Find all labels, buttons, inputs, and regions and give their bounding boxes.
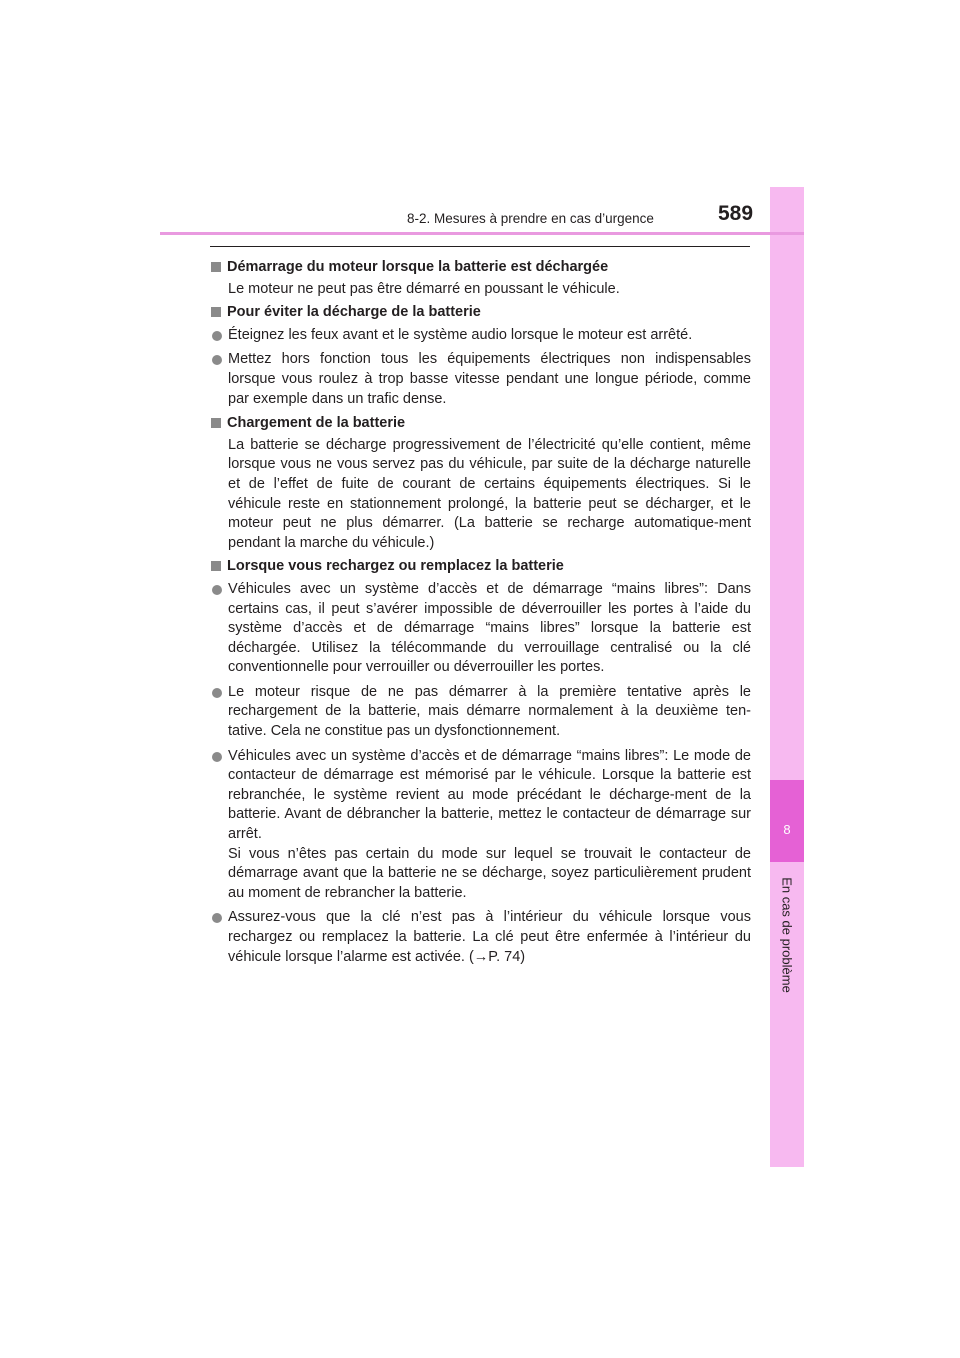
bullet-text (228, 908, 751, 967)
section-heading (211, 557, 751, 577)
bullet-item (211, 326, 751, 346)
bullet-text (228, 326, 751, 346)
round-bullet-icon (212, 585, 222, 595)
round-bullet-icon (212, 752, 222, 762)
bullet-paragraph: Mettez hors fonction tous les équipements électriques non indispensables lorsque vous roulez à trop basse vitesse pendant une longue période, comme par exemple dans un trafic dense. (228, 351, 751, 407)
bullet-item (211, 580, 751, 678)
round-bullet-icon (212, 331, 222, 341)
page-number: 589 (718, 202, 754, 225)
bullet-paragraph: Le moteur risque de ne pas démarrer à la première tentative après le rechargement de la batterie, mais démarre normalement à la deuxième ten-tative. Cela ne constitue pas un dysfonctionnement. (228, 683, 751, 740)
header-divider (160, 232, 804, 235)
section-divider (210, 246, 750, 247)
square-bullet-icon (211, 418, 221, 428)
section (211, 303, 751, 409)
chapter-title: 8-2. Mesures à prendre en cas d’urgence (407, 211, 654, 226)
square-bullet-icon (211, 262, 221, 272)
bullet-text (228, 683, 751, 742)
round-bullet-icon (212, 688, 222, 698)
square-bullet-icon (211, 307, 221, 317)
section (211, 557, 751, 967)
bullet-text (228, 747, 751, 904)
chapter-label: En cas de problème (779, 877, 795, 993)
bullet-text (228, 580, 751, 678)
bullet-paragraph: Éteignez les feux avant et le système audio lorsque le moteur est arrêté. (228, 326, 693, 343)
section-heading-text: Pour éviter la décharge de la batterie (227, 304, 481, 321)
bullet-paragraph: Si vous n’êtes pas certain du mode sur lequel se trouvait le contacteur de démarrage avant que la batterie ne se décharge, soyez particulièrement prudent au moment de rebrancher la batterie. (228, 845, 751, 901)
bullet-item (211, 908, 751, 967)
page-content (211, 258, 751, 972)
paragraph: La batterie se décharge progressivement de l’électricité qu’elle contient, même lorsque vous ne vous servez pas du véhicule, par suite de la décharge naturelle et de l’effet de fuite de courant de certains équipements électriques. Si le véhicule reste en stationnement prolongé, la batterie peut se décharger, et le moteur peut ne plus démarrer. (La batterie se recharge automatique-ment pendant la marche du véhicule.) (228, 436, 751, 551)
section (211, 414, 751, 553)
chapter-side-tab (770, 187, 804, 1167)
chapter-number-tab (770, 780, 804, 862)
section-heading (211, 414, 751, 434)
bullet-paragraph: Assurez-vous que la clé n’est pas à l’intérieur du véhicule lorsque vous rechargez ou remplacez la batterie. La clé peut être enfermée à l’intérieur du véhicule lorsque l’alarme est activée. (→P. 74) (228, 909, 751, 965)
section (211, 258, 751, 299)
round-bullet-icon (212, 355, 222, 365)
bullet-paragraph: Véhicules avec un système d’accès et de démarrage “mains libres”: Le mode de contacteur de démarrage est mémorisé par le véhicule. Lorsque la batterie est rebranchée, le système revient au mode précédant le décharge-ment de la batterie. Avant de débrancher la batterie, mettez le contacteur de démarrage sur arrêt. (228, 747, 751, 843)
section-heading-text: Chargement de la batterie (227, 415, 406, 432)
section-heading (211, 303, 751, 323)
paragraph: Le moteur ne peut pas être démarré en poussant le véhicule. (228, 280, 620, 297)
bullet-item (211, 683, 751, 742)
chapter-number: 8 (783, 822, 791, 837)
bullet-text (228, 350, 751, 409)
bullet-item (211, 747, 751, 904)
round-bullet-icon (212, 913, 222, 923)
section-heading-text: Lorsque vous rechargez ou remplacez la batterie (227, 558, 564, 575)
bullet-item (211, 350, 751, 409)
square-bullet-icon (211, 561, 221, 571)
section-heading-text: Démarrage du moteur lorsque la batterie est déchargée (227, 259, 609, 275)
bullet-paragraph: Véhicules avec un système d’accès et de démarrage “mains libres”: Dans certains cas, il peut s’avérer impossible de déverrouiller les portes à l’aide du système d’accès et de démarrage “mains libres” lorsque la batterie est déchargée. Utilisez la télécommande du verrouillage centralisé ou la clé conventionnelle pour verrouiller ou déverrouiller les portes. (228, 580, 751, 676)
section-heading (211, 258, 751, 278)
